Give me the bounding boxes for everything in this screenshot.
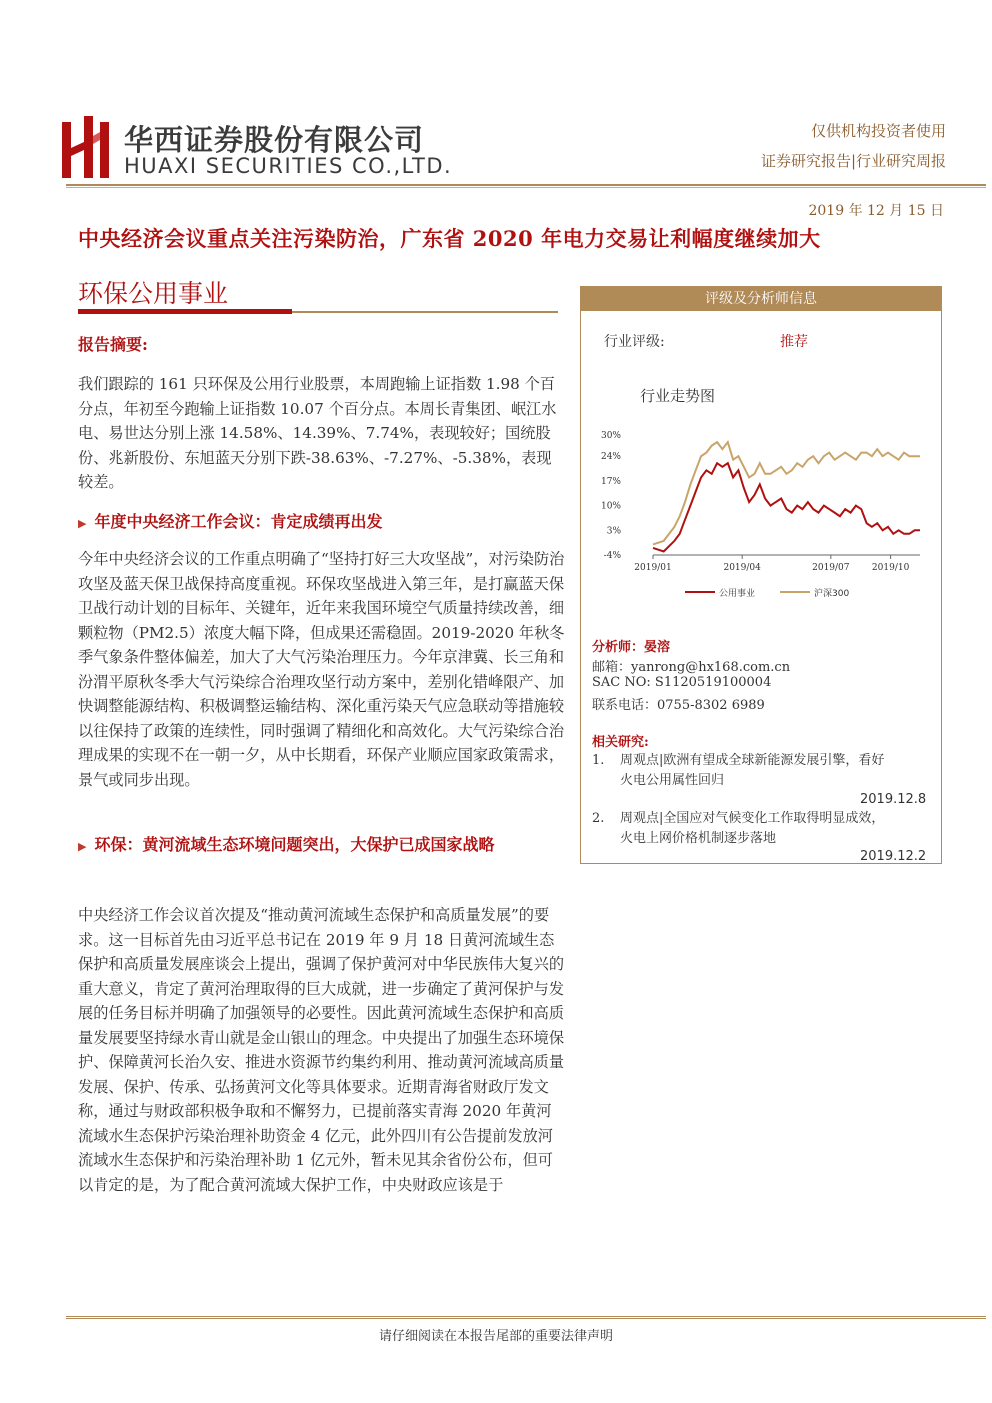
related-item-1-date: 2019.12.8 — [860, 792, 927, 807]
x-tick-label: 2019/07 — [812, 563, 850, 573]
related-research-heading: 相关研究: — [592, 735, 649, 750]
analyst-name: 分析师：晏溶 — [592, 640, 671, 655]
legend-label-0: 公用事业 — [719, 589, 756, 599]
related-item-2-title-line2[interactable]: 火电上网价格机制逐步落地 — [620, 831, 777, 846]
section-heading-text: 年度中央经济工作会议：肯定成绩再出发 — [94, 512, 383, 531]
report-date: 2019 年 12 月 15 日 — [808, 203, 944, 219]
related-item-1-num: 1. — [592, 753, 605, 768]
summary-heading: 报告摘要: — [78, 335, 148, 354]
series-line-1 — [653, 442, 920, 544]
related-item-2-title[interactable]: 周观点|全国应对气候变化工作取得明显成效， — [620, 811, 885, 826]
header-divider — [66, 184, 986, 186]
y-tick-label: 10% — [600, 501, 621, 512]
section-heading-text: 环保：黄河流域生态环境问题突出，大保护已成国家战略 — [94, 835, 495, 854]
related-item-2-date: 2019.12.2 — [860, 849, 927, 864]
footer-divider-2 — [66, 1318, 986, 1319]
related-item-1-title-line2[interactable]: 火电公用属性回归 — [620, 773, 725, 788]
report-title: 中央经济会议重点关注污染防治，广东省 2020 年电力交易让利幅度继续加大 — [78, 226, 821, 251]
x-tick-label: 2019/04 — [723, 563, 761, 573]
audience-note: 仅供机构投资者使用 — [810, 122, 946, 140]
related-item-2-num: 2. — [592, 811, 605, 826]
footer-divider — [66, 1316, 986, 1317]
company-name-en: HUAXI SECURITIES CO.,LTD. — [124, 154, 453, 178]
x-tick-label: 2019/01 — [634, 563, 672, 573]
footer-disclaimer: 请仔细阅读在本报告尾部的重要法律声明 — [378, 1329, 613, 1344]
triangle-bullet-icon: ▶ — [78, 840, 87, 853]
panel-header: 评级及分析师信息 — [581, 287, 941, 311]
analyst-phone: 联系电话：0755-8302 6989 — [592, 698, 765, 713]
industry-trend-chart — [595, 425, 930, 605]
report-type: 证券研究报告|行业研究周报 — [760, 152, 946, 170]
y-tick-label: 30% — [600, 431, 621, 441]
rating-value: 推荐 — [780, 334, 808, 350]
company-logo-icon — [62, 116, 110, 178]
rating-label: 行业评级: — [604, 334, 665, 350]
y-tick-label: -4% — [603, 551, 621, 561]
y-tick-label: 3% — [606, 526, 621, 537]
sector-title: 环保公用事业 — [78, 279, 229, 308]
y-tick-label: 17% — [600, 476, 621, 487]
analyst-email: 邮箱：yanrong@hx168.com.cn — [592, 660, 791, 675]
section-body-economic-conference: 今年中央经济会议的工作重点明确了“坚持打好三大攻坚战”，对污染防治攻坚及蓝天保卫战保持高度重视。环保攻坚战进入第三年，是打赢蓝天保卫战行动计划的目标年、关键年，近年来我国环境空气质量持续改善，细颗粒物（PM2.5）浓度大幅下降，但成果还需稳固。2019-2020 年秋冬季气象条件整体偏差，加大了大气污染治理压力。今年京津冀、长三角和汾渭平原秋冬季大气污染综合治理攻坚行动方案中，差别化错峰限产、加快调整能源结构、积极调整运输结构、深化重污染天气应急联动等措施较以往保持了政策的连续性，同时强调了精细化和高效化。大气污染综合治理成果的实现不在一朝一夕，从中长期看，环保产业顺应国家政策需求，景气或同步出现。 — [78, 550, 565, 789]
chart-title: 行业走势图 — [640, 387, 716, 405]
section-heading-economic-conference — [78, 508, 566, 538]
triangle-bullet-icon: ▶ — [78, 517, 87, 530]
section-heading-yellow-river — [78, 831, 566, 861]
summary-paragraph: 我们跟踪的 161 只环保及公用行业股票，本周跑输上证指数 1.98 个百分点，年初至今跑输上证指数 10.07 个百分点。本周长青集团、岷江水电、易世达分别上涨 14.58%、14.39%、7.74%，表现较好；国统股份、兆新股份、东旭蓝天分别下跌-38.63%、-7.27%、-5.38%，表现较差。 — [78, 375, 557, 491]
sector-divider-accent — [78, 309, 292, 314]
section-body-yellow-river: 中央经济工作会议首次提及“推动黄河流域生态保护和高质量发展”的要求。这一目标首先由习近平总书记在 2019 年 9 月 18 日黄河流域生态保护和高质量发展座谈会上提出，强调了保护黄河对中华民族伟大复兴的重大意义，肯定了黄河治理取得的巨大成就，进一步确定了黄河保护与发展的任务目标并明确了加强领导的必要性。因此黄河流域生态保护和高质量发展要坚持绿水青山就是金山银山的理念。中央提出了加强生态环境保护、保障黄河长治久安、推进水资源节约集约利用、推动黄河流域高质量发展、保护、传承、弘扬黄河文化等具体要求。近期青海省财政厅发文称，通过与财政部积极争取和不懈努力，已提前落实青海 2020 年黄河流域水生态保护污染治理补助资金 4 亿元，此外四川有公告提前发放河流域水生态保护和污染治理补助 1 亿元外，暂未见其余省份公布，但可以肯定的是，为了配合黄河流域大保护工作，中央财政应该是于 — [78, 906, 564, 1194]
y-tick-label: 24% — [600, 452, 621, 463]
company-name-cn: 华西证券股份有限公司 — [124, 123, 425, 157]
x-tick-label: 2019/10 — [871, 563, 910, 573]
legend-label-1: 沪深300 — [814, 589, 850, 599]
related-item-1-title[interactable]: 周观点|欧洲有望成全球新能源发展引擎，看好 — [620, 753, 885, 768]
analyst-sac: SAC NO: S1120519100004 — [592, 675, 772, 690]
header-divider-thin — [66, 187, 986, 188]
